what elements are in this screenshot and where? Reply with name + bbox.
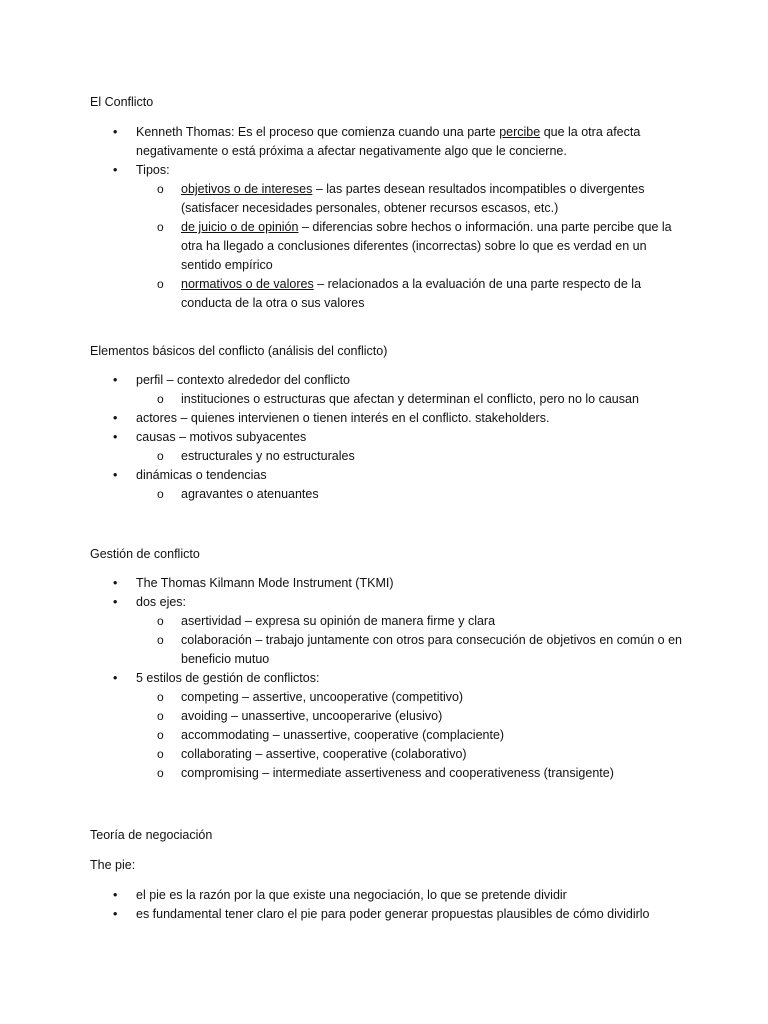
list-item-estilo: [90, 726, 690, 745]
circle-marker: o: [157, 392, 164, 406]
circle-marker: o: [157, 220, 164, 234]
list-item-estilo: [90, 707, 690, 726]
list-item-tipo: [90, 275, 690, 313]
perfil-text: perfil – contexto alrededor del conflicto: [136, 373, 351, 387]
tipo-desc: – las partes desean resultados incompatibles o divergentes (satisfacer necesidades personales, obtener recursos escasos, etc.): [181, 182, 645, 215]
list-item-eje: [90, 631, 690, 669]
bullet-marker: •: [113, 907, 118, 921]
bullet-marker: •: [113, 373, 118, 387]
definition-underlined-term: percibe: [499, 125, 541, 139]
ejes-label: dos ejes:: [136, 595, 187, 609]
list-item-perfil: [90, 371, 690, 390]
heading-elementos-basicos: Elementos básicos del conflicto (análisis del conflicto): [90, 344, 388, 358]
bullet-marker: •: [113, 163, 118, 177]
circle-marker: o: [157, 766, 164, 780]
list-item-estilo: [90, 764, 690, 783]
tipo-desc: – relacionados a la evaluación de una parte respecto de la conducta de la otra o sus valores: [181, 277, 642, 310]
list-item-tipo: [90, 218, 690, 275]
subheading-the-pie: The pie:: [90, 858, 136, 872]
circle-marker: o: [157, 277, 164, 291]
list-item-tipos: [90, 161, 690, 180]
estilo-text: competing – assertive, uncooperative (competitivo): [181, 690, 464, 704]
estilos-label: 5 estilos de gestión de conflictos:: [136, 671, 320, 685]
list-item-actores: [90, 409, 690, 428]
bullet-marker: •: [113, 576, 118, 590]
heading-teoria-negociacion: Teoría de negociación: [90, 828, 213, 842]
tipos-label: Tipos:: [136, 163, 170, 177]
list-item-eje: [90, 612, 690, 631]
bullet-marker: •: [113, 888, 118, 902]
circle-marker: o: [157, 709, 164, 723]
circle-marker: o: [157, 747, 164, 761]
list-item-estilo: [90, 688, 690, 707]
pie-list: [90, 886, 690, 924]
pie-text: el pie es la razón por la que existe una negociación, lo que se pretende dividir: [136, 888, 567, 902]
eje-text: colaboración – trabajo juntamente con otros para consecución de objetivos en común o en beneficio mutuo: [181, 633, 683, 666]
dinamicas-sub-text: agravantes o atenuantes: [181, 487, 319, 501]
definition-text-pre: Kenneth Thomas: Es el proceso que comienza cuando una parte: [136, 125, 496, 139]
heading-gestion-conflicto: Gestión de conflicto: [90, 547, 200, 561]
circle-marker: o: [157, 728, 164, 742]
bullet-marker: •: [113, 430, 118, 444]
elementos-list: [90, 371, 690, 504]
estilo-text: collaborating – assertive, cooperative (colaborativo): [181, 747, 467, 761]
list-item-definition: [90, 123, 690, 161]
eje-text: asertividad – expresa su opinión de manera firme y clara: [181, 614, 496, 628]
bullet-marker: •: [113, 595, 118, 609]
estilo-text: compromising – intermediate assertiveness and cooperativeness (transigente): [181, 766, 614, 780]
circle-marker: o: [157, 633, 164, 647]
list-item-estilo: [90, 745, 690, 764]
circle-marker: o: [157, 690, 164, 704]
circle-marker: o: [157, 614, 164, 628]
list-item-dinamicas: [90, 466, 690, 485]
causas-text: causas – motivos subyacentes: [136, 430, 307, 444]
estilo-text: accommodating – unassertive, cooperative (complaciente): [181, 728, 505, 742]
conflicto-list: [90, 123, 690, 313]
list-item-tkmi: [90, 574, 690, 593]
list-item-estilos: [90, 669, 690, 688]
list-item-tipo: [90, 180, 690, 218]
tipo-term: normativos o de valores: [181, 277, 314, 291]
bullet-marker: •: [113, 468, 118, 482]
bullet-marker: •: [113, 671, 118, 685]
list-item-dinamicas-sub: [90, 485, 690, 504]
list-item-causas-sub: [90, 447, 690, 466]
causas-sub-text: estructurales y no estructurales: [181, 449, 355, 463]
bullet-marker: •: [113, 411, 118, 425]
tipo-term: de juicio o de opinión: [181, 220, 299, 234]
tkmi-text: The Thomas Kilmann Mode Instrument (TKMI): [136, 576, 394, 590]
definition-text-post: que la otra afecta negativamente o está próxima a afectar negativamente algo que le concierne.: [136, 125, 641, 158]
circle-marker: o: [157, 182, 164, 196]
heading-el-conflicto: El Conflicto: [90, 95, 154, 109]
estilo-text: avoiding – unassertive, uncooperarive (elusivo): [181, 709, 443, 723]
circle-marker: o: [157, 487, 164, 501]
gestion-list: [90, 574, 690, 783]
list-item-pie: [90, 905, 690, 924]
list-item-ejes: [90, 593, 690, 612]
pie-text: es fundamental tener claro el pie para poder generar propuestas plausibles de cómo dividirlo: [136, 907, 650, 921]
list-item-pie: [90, 886, 690, 905]
dinamicas-text: dinámicas o tendencias: [136, 468, 267, 482]
actores-text: actores – quienes intervienen o tienen interés en el conflicto. stakeholders.: [136, 411, 550, 425]
tipo-term: objetivos o de intereses: [181, 182, 313, 196]
perfil-sub-text: instituciones o estructuras que afectan y determinan el conflicto, pero no lo causan: [181, 392, 639, 406]
bullet-marker: •: [113, 125, 118, 139]
tipo-desc: – diferencias sobre hechos o información. una parte percibe que la otra ha llegado a conclusiones diferentes (incorrectas) sobre lo que es verdad en un sentido empírico: [181, 220, 672, 272]
circle-marker: o: [157, 449, 164, 463]
list-item-perfil-sub: [90, 390, 690, 409]
list-item-causas: [90, 428, 690, 447]
